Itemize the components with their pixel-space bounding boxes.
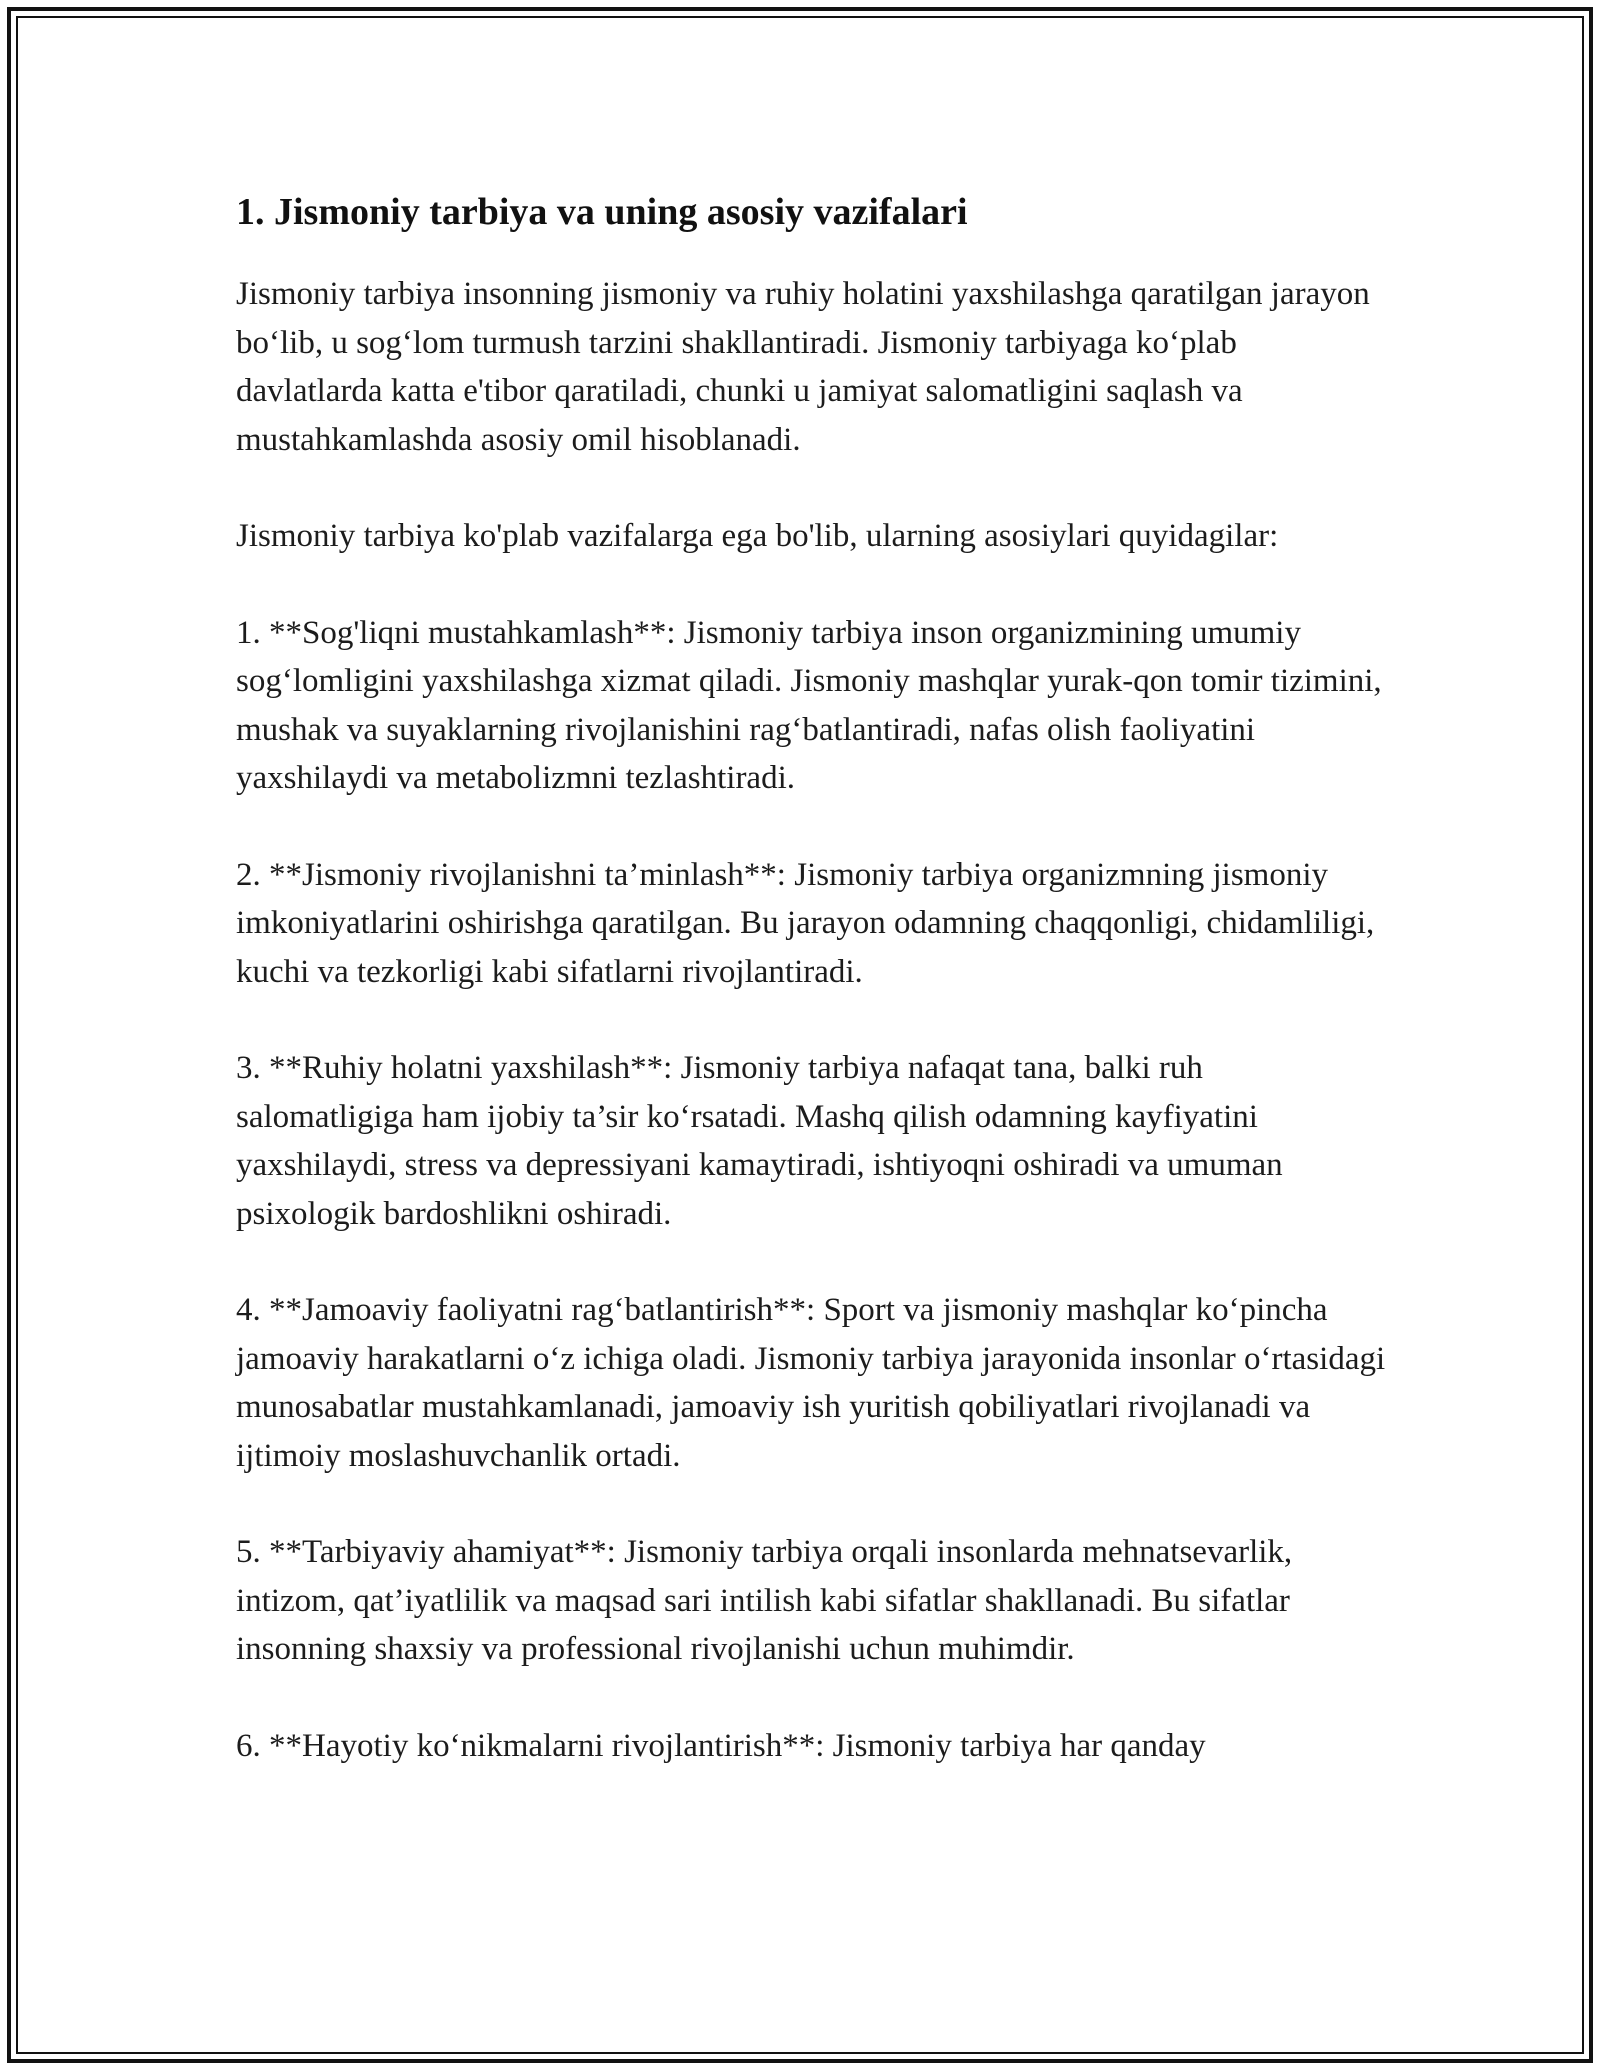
intro-paragraph: Jismoniy tarbiya insonning jismoniy va ruhiy holatini yaxshilashga qaratilgan jarayon bo‘lib, u sog‘lom turmush tarzini shakllantiradi. Jismoniy tarbiyaga ko‘plab davlatlarda katta e'tibor qaratiladi, chunki u jamiyat salomatligini saqlash va mustahkamlashda asosiy omil hisoblanadi. (236, 276, 1370, 458)
task-item-4: 4. **Jamoaviy faoliyatni rag‘batlantirish**: Sport va jismoniy mashqlar ko‘pincha jamoaviy harakatlarni o‘z ichiga oladi. Jismoniy tarbiya jarayonida insonlar o‘rtasidagi munosabatlar mustahkamlanadi, jamoaviy ish yuritish qobiliyatlari rivojlanadi va ijtimoiy moslashuvchanlik ortadi. (236, 1292, 1386, 1474)
task-item-2: 2. **Jismoniy rivojlanishni ta’minlash**: Jismoniy tarbiya organizmning jismoniy imkoniyatlarini oshirishga qaratilgan. Bu jarayon odamning chaqqonligi, chidamliligi, kuchi va tezkorligi kabi sifatlarni rivojlantiradi. (236, 856, 1375, 990)
task-item-6: 6. **Hayotiy ko‘nikmalarni rivojlantirish**: Jismoniy tarbiya har qanday (236, 1727, 1206, 1764)
task-item-1: 1. **Sog'liqni mustahkamlash**: Jismoniy tarbiya inson organizmining umumiy sog‘lomligini yaxshilashga xizmat qiladi. Jismoniy mashqlar yurak-qon tomir tizimini, mushak va suyaklarning rivojlanishini rag‘batlantiradi, nafas olish faoliyatini yaxshilaydi va metabolizmni tezlashtiradi. (236, 614, 1382, 796)
tasks-intro-paragraph: Jismoniy tarbiya ko'plab vazifalarga ega bo'lib, ularning asosiylari quyidagilar: (236, 518, 1279, 554)
task-item-5: 5. **Tarbiyaviy ahamiyat**: Jismoniy tarbiya orqali insonlarda mehnatsevarlik, intizom, qat’iyatlilik va maqsad sari intilish kabi sifatlar shakllanadi. Bu sifatlar insonning shaxsiy va professional rivojlanishi uchun muhimdir. (236, 1534, 1293, 1667)
section-heading: 1. Jismoniy tarbiya va uning asosiy vazifalari (236, 191, 968, 233)
document-body (236, 186, 1386, 1818)
task-item-3: 3. **Ruhiy holatni yaxshilash**: Jismoniy tarbiya nafaqat tana, balki ruh salomatligiga ham ijobiy ta’sir ko‘rsatadi. Mashq qilish odamning kayfiyatini yaxshilaydi, stress va depressiyani kamaytiradi, ishtiyoqni oshiradi va umuman psixologik bardoshlikni oshiradi. (236, 1050, 1283, 1232)
